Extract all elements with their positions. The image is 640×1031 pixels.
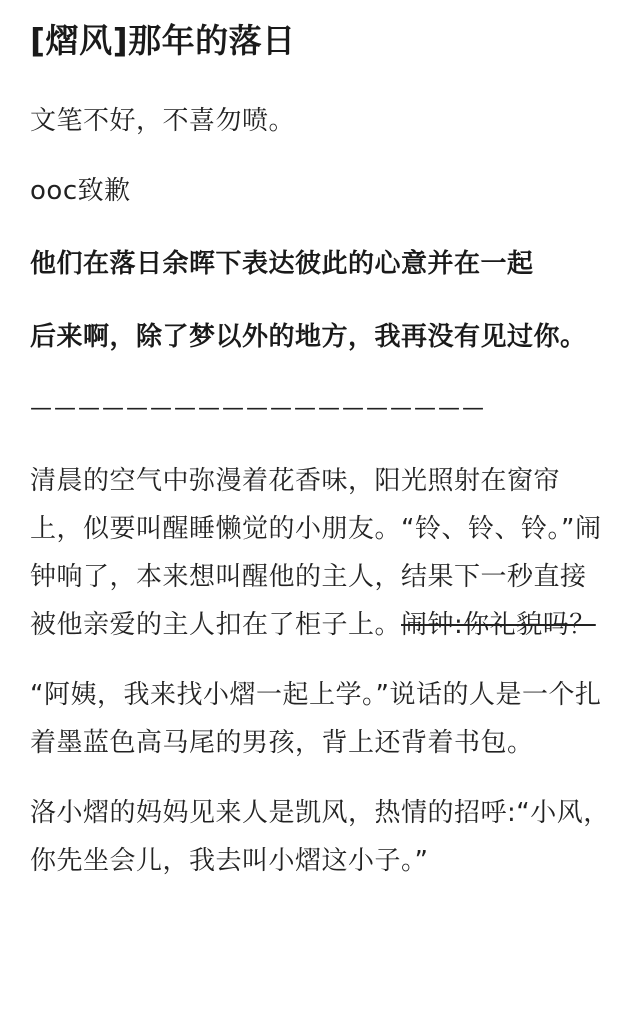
intro-disclaimer: 文笔不好，不喜勿喷。	[30, 106, 296, 136]
story-paragraph-1-text: 清晨的空气中弥漫着花香味，阳光照射在窗帘上，似要叫醒睡懒觉的小朋友。“铃、铃、铃。”闹钟响了，本来想叫醒他的主人，结果下一秒直接被他亲爱的主人扣在了柜子上。	[30, 466, 602, 640]
summary-line-1: 他们在落日余晖下表达彼此的心意并在一起	[30, 249, 534, 279]
story-paragraph-3: 洛小熠的妈妈见来人是凯风，热情的招呼:“小风，你先坐会儿，我去叫小熠这小子。”	[30, 798, 610, 876]
article-title: [熠风]那年的落日	[30, 21, 296, 60]
story-paragraph-1	[30, 457, 610, 649]
summary-line-2: 后来啊，除了梦以外的地方，我再没有见过你。	[30, 322, 587, 352]
story-paragraph-2: “阿姨，我来找小熠一起上学。”说话的人是一个扎着墨蓝色高马尾的男孩，背上还背着书包。	[30, 680, 602, 758]
section-divider: ———————————————————	[30, 396, 486, 421]
intro-ooc-note: ooc致歉	[30, 176, 131, 206]
strikethrough-aside: 闹钟:你礼貌吗？	[401, 610, 596, 640]
